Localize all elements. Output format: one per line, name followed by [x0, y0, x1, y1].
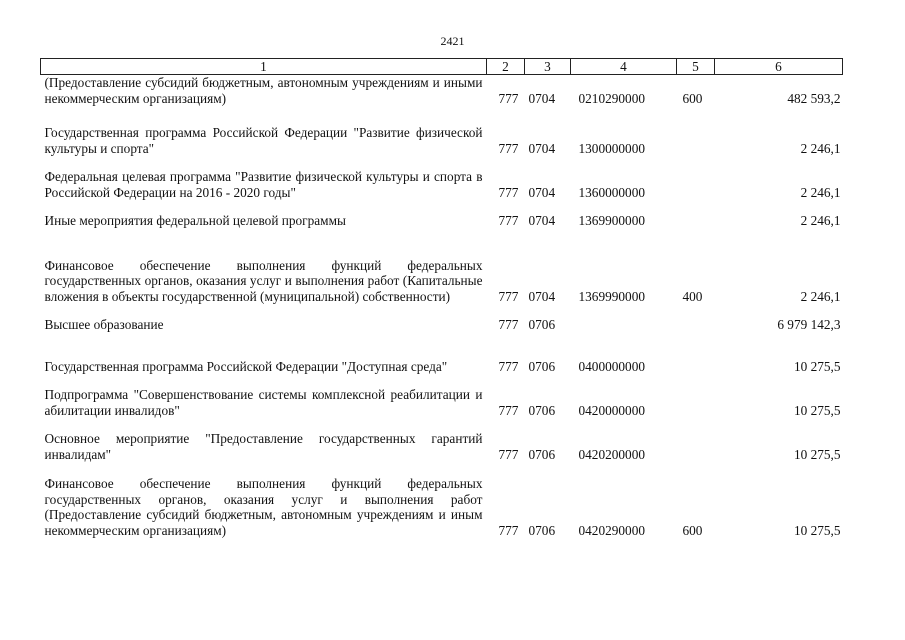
- row-gr: 777: [498, 184, 519, 200]
- row-gr: 777: [498, 288, 519, 304]
- header-row: [41, 59, 843, 75]
- row-rz: 0706: [528, 358, 556, 374]
- table-row: [41, 200, 843, 228]
- row-sum: 2 246,1: [800, 184, 841, 200]
- row-gr: 777: [498, 358, 519, 374]
- row-vr: [677, 200, 715, 228]
- row-sum: 482 593,2: [787, 90, 841, 106]
- row-rz: 0704: [528, 90, 556, 106]
- row-name: Иные мероприятия федеральной целевой программы: [44, 212, 346, 228]
- table-row: [41, 418, 843, 462]
- row-vr: [677, 374, 715, 418]
- row-vr: [677, 106, 715, 156]
- row-name: Государственная программа Российской Федерации "Доступная среда": [44, 358, 448, 374]
- row-cs: 1360000000: [578, 184, 645, 200]
- table-row: [41, 228, 843, 304]
- row-vr: [677, 332, 715, 374]
- row-rz: 0704: [528, 184, 556, 200]
- column-header-cs: 4: [571, 59, 677, 75]
- row-gr: 777: [498, 522, 519, 538]
- row-gr: 777: [498, 212, 519, 228]
- row-vr: [677, 156, 715, 200]
- row-vr: 600: [682, 522, 703, 538]
- row-rz: 0706: [528, 402, 556, 418]
- row-cs: 0210290000: [578, 90, 645, 106]
- row-name: Основное мероприятие "Предоставление государственных гарантий инвалидам": [44, 431, 483, 462]
- table-row: [41, 462, 843, 538]
- row-cs: 1300000000: [578, 140, 645, 156]
- row-rz: 0706: [528, 446, 556, 462]
- page-number: 2421: [440, 34, 465, 48]
- row-gr: 777: [498, 140, 519, 156]
- table-row: [41, 304, 843, 332]
- budget-table: [40, 58, 843, 538]
- row-name: (Предоставление субсидий бюджетным, автономным учреждениям и иными некоммерческим организациям): [44, 75, 483, 106]
- row-name: Финансовое обеспечение выполнения функций федеральных государственных органов, оказания услуг и выполнения работ (Предоставление субсидий бюджетным, автономным учреждениям и иным некоммерческим организациям): [44, 476, 483, 538]
- row-sum: 10 275,5: [793, 358, 841, 374]
- row-cs: 0420290000: [578, 522, 645, 538]
- row-name: Подпрограмма "Совершенствование системы комплексной реабилитации и абилитации инвалидов": [44, 387, 483, 418]
- row-name: Федеральная целевая программа "Развитие физической культуры и спорта в Российской Федерации на 2016 - 2020 годы": [44, 169, 483, 200]
- table-row: [41, 156, 843, 200]
- row-sum: 10 275,5: [793, 446, 841, 462]
- row-sum: 6 979 142,3: [777, 316, 841, 332]
- column-header-gr: 2: [487, 59, 525, 75]
- row-cs: 0420000000: [578, 402, 645, 418]
- row-gr: 777: [498, 90, 519, 106]
- row-sum: 10 275,5: [793, 522, 841, 538]
- row-cs: 0400000000: [578, 358, 645, 374]
- row-gr: 777: [498, 402, 519, 418]
- row-cs: 1369900000: [578, 212, 645, 228]
- table-row: [41, 332, 843, 374]
- row-cs: 1369990000: [578, 288, 645, 304]
- table-row: [41, 75, 843, 107]
- row-cs: 0420200000: [578, 446, 645, 462]
- row-sum: 2 246,1: [800, 140, 841, 156]
- row-name: Государственная программа Российской Федерации "Развитие физической культуры и спорта": [44, 125, 483, 156]
- row-sum: 2 246,1: [800, 212, 841, 228]
- column-header-name: 1: [41, 59, 487, 75]
- table-row: [41, 374, 843, 418]
- row-rz: 0706: [528, 316, 556, 332]
- row-rz: 0704: [528, 140, 556, 156]
- row-gr: 777: [498, 446, 519, 462]
- row-rz: 0704: [528, 288, 556, 304]
- row-sum: 2 246,1: [800, 288, 841, 304]
- row-name: Финансовое обеспечение выполнения функций федеральных государственных органов, оказания услуг и выполнения работ (Капитальные вложения в объекты государственной (муниципальной) собственности): [44, 257, 483, 304]
- row-vr: 400: [682, 288, 703, 304]
- row-vr: [677, 418, 715, 462]
- row-rz: 0704: [528, 212, 556, 228]
- row-vr: [677, 304, 715, 332]
- column-header-vr: 5: [677, 59, 715, 75]
- row-rz: 0706: [528, 522, 556, 538]
- column-header-sum: 6: [715, 59, 843, 75]
- row-sum: 10 275,5: [793, 402, 841, 418]
- row-name: Высшее образование: [44, 316, 164, 332]
- row-gr: 777: [498, 316, 519, 332]
- row-vr: 600: [682, 90, 703, 106]
- column-header-rz: 3: [525, 59, 571, 75]
- row-cs: [571, 304, 677, 332]
- table-row: [41, 106, 843, 156]
